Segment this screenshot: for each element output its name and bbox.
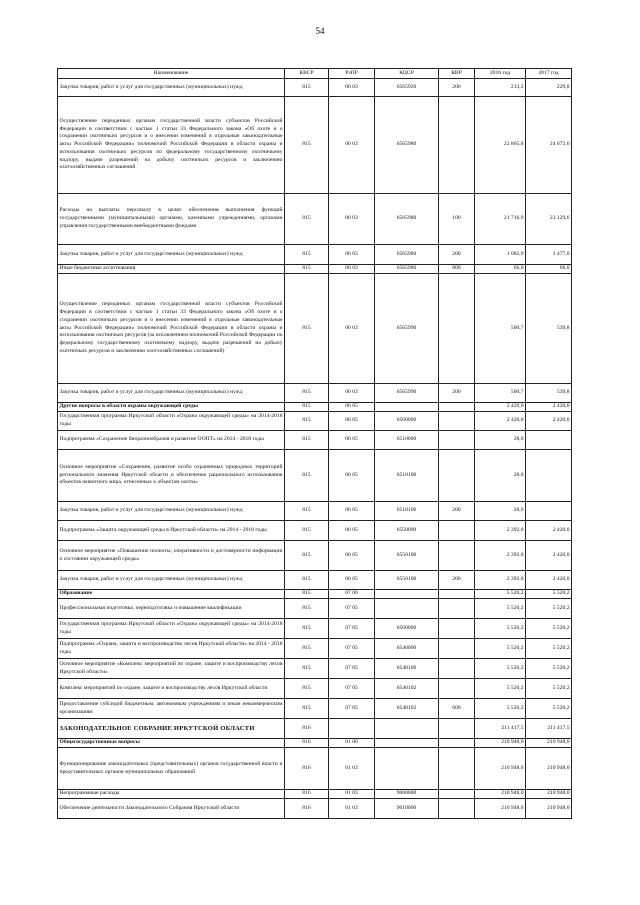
cell-kvr: 800 [439,265,475,274]
cell-2016: 5 520,2 [475,699,526,719]
cell-kvr [439,639,475,659]
cell-name: Иные бюджетные ассигнования [58,265,285,274]
cell-kvr [439,748,475,790]
cell-kvr: 600 [439,699,475,719]
cell-kcsr: 6550100 [375,571,439,590]
table-row [58,431,572,450]
cell-kcsr: 6510100 [375,450,439,502]
cell-name: Основное мероприятие «Сохранение, развитие особо охраняемых природных территорий регионального значения Иркутской области и обеспечение рационального использования объектов животного мира, отнесенных к объектам охоты» [58,450,285,502]
table-row [58,412,572,431]
cell-name: Осуществление переданных органам государственной власти субъектов Российской Федерации в соответствии с частью 1 статьи 33 Федерального закона «Об охоте и о сохранении охотничьих ресурсов и о внесении изменений в отдельные законодательные акты Российской Федерации» полномочий Российской Федерации в области охраны и использования охотничьих ресурсов (за исключением полномочий Российской Федерации по федеральному государственному охотничьему надзору, выдаче разрешений на добычу охотничьих ресурсов и заключению охотхозяйственных соглашений) [58,274,285,384]
cell-kcsr [375,590,439,599]
table-row [58,739,572,748]
cell-2017: 5 520,2 [526,619,572,639]
cell-2016: 22 865,8 [475,97,526,194]
table-row [58,245,572,265]
cell-kcsr: 6565980 [375,194,439,245]
cell-rzpr [329,719,375,739]
cell-rzpr: 06 03 [329,245,375,265]
cell-rzpr: 06 05 [329,450,375,502]
cell-kvsr: 815 [285,265,329,274]
cell-2017: 5 520,2 [526,639,572,659]
table-row [58,194,572,245]
cell-kvsr: 815 [285,245,329,265]
cell-kvsr: 815 [285,274,329,384]
cell-rzpr: 06 03 [329,194,375,245]
cell-2017: 5 520,2 [526,599,572,619]
cell-kcsr: 6510100 [375,502,439,521]
cell-2017: 5 520,2 [526,659,572,679]
cell-2016: 5 520,2 [475,619,526,639]
cell-rzpr: 01 00 [329,739,375,748]
cell-2016: 5 520,2 [475,599,526,619]
cell-2017: 1 477,0 [526,245,572,265]
cell-2017: 24 672,6 [526,97,572,194]
header-kcsr: КЦСР [375,69,439,79]
cell-kvr: 200 [439,245,475,265]
cell-kvr [439,679,475,699]
cell-kvsr: 815 [285,384,329,403]
cell-kvsr: 815 [285,679,329,699]
cell-2017: 2 420,0 [526,403,572,412]
cell-name: Осуществление переданных органам государственной власти субъектов Российской Федерации в соответствии с частью 1 статьи 33 Федерального закона «Об охоте и о сохранении охотничьих ресурсов и о внесении изменений в отдельные законодательные акты Российской Федерации» полномочий Российской Федерации в области охраны и использования охотничьих ресурсов по федеральному государственному охотничьему надзору, выдаче разрешений на добычу охотничьих ресурсов и заключению охотхозяйственных соглашений [58,97,285,194]
cell-kvr [439,590,475,599]
cell-kvsr: 815 [285,431,329,450]
cell-2016: 28,0 [475,502,526,521]
cell-name: Предоставление субсидий бюджетным, автономным учреждениям и иным некоммерческим организациям [58,699,285,719]
cell-kvsr: 815 [285,403,329,412]
cell-kcsr: 6565980 [375,245,439,265]
cell-kvr: 200 [439,502,475,521]
cell-kcsr: 6540102 [375,699,439,719]
cell-rzpr: 06 05 [329,502,375,521]
cell-2016: 500,7 [475,384,526,403]
cell-2016: 2 420,0 [475,412,526,431]
cell-kcsr: 6550100 [375,541,439,571]
cell-name: Другие вопросы в области охраны окружающей среды [58,403,285,412]
cell-kvsr: 815 [285,639,329,659]
cell-2016: 2 420,0 [475,403,526,412]
cell-kvsr: 815 [285,541,329,571]
cell-2017: 23 129,6 [526,194,572,245]
cell-kcsr: 9010000 [375,799,439,819]
cell-kvr [439,541,475,571]
cell-2016: 213,2 [475,79,526,97]
table-row [58,590,572,599]
cell-kvr [439,431,475,450]
cell-2016: 210 948,0 [475,799,526,819]
cell-kvsr: 816 [285,799,329,819]
cell-rzpr: 07 05 [329,619,375,639]
table-row [58,619,572,639]
cell-2016: 210 948,0 [475,739,526,748]
cell-name: Закупка товаров, работ и услуг для государственных (муниципальных) нужд [58,245,285,265]
cell-kcsr: 6565990 [375,274,439,384]
cell-2017 [526,450,572,502]
cell-2017: 5 520,2 [526,679,572,699]
cell-rzpr: 07 05 [329,599,375,619]
cell-name: Основное мероприятие «Повышение полноты, оперативности и достоверности информации о состоянии окружающей среды» [58,541,285,571]
cell-2016: 66,0 [475,265,526,274]
cell-rzpr: 01 03 [329,748,375,790]
cell-rzpr: 06 05 [329,521,375,541]
cell-rzpr: 07 05 [329,639,375,659]
cell-kvsr: 816 [285,790,329,799]
cell-kcsr [375,739,439,748]
table-row [58,521,572,541]
cell-kvr [439,403,475,412]
table-row [58,97,572,194]
cell-2017: 2 420,0 [526,541,572,571]
table-row [58,541,572,571]
cell-name: Закупка товаров, работ и услуг для государственных (муниципальных) нужд [58,571,285,590]
header-2016: 2016 год [475,69,526,79]
cell-kvr [439,521,475,541]
cell-2017: 539,8 [526,274,572,384]
cell-2016: 5 520,2 [475,590,526,599]
cell-kvsr: 815 [285,502,329,521]
cell-kvsr: 816 [285,719,329,739]
header-name: Наименование [58,69,285,79]
cell-name: Расходы на выплаты персоналу в целях обеспечения выполнения функций государственными (муниципальными) органами, казенными учреждениями, органами управления государственными внебюджетными фондами [58,194,285,245]
cell-rzpr: 07 00 [329,590,375,599]
cell-rzpr: 07 05 [329,679,375,699]
cell-name: Функционирование законодательных (представительных) органов государственной власти и представительных органов муниципальных образований [58,748,285,790]
cell-rzpr: 06 03 [329,79,375,97]
cell-2017: 210 948,0 [526,748,572,790]
cell-2016: 210 948,0 [475,790,526,799]
cell-name: Профессиональная подготовка, переподготовка и повышение квалификации [58,599,285,619]
cell-kcsr: 6540102 [375,679,439,699]
cell-kvr [439,799,475,819]
cell-rzpr: 06 05 [329,412,375,431]
table-row [58,502,572,521]
cell-kcsr: 6500000 [375,619,439,639]
cell-kvr [439,450,475,502]
cell-2017: 210 948,0 [526,799,572,819]
cell-kvr: 200 [439,571,475,590]
cell-kvsr: 816 [285,748,329,790]
cell-name: Основное мероприятие «Комплекс мероприятий по охране, защите и воспроизводству лесов Иркутской области» [58,659,285,679]
cell-2017: 210 948,0 [526,739,572,748]
cell-kcsr: 6565980 [375,97,439,194]
cell-name: Закупка товаров, работ и услуг для государственных (муниципальных) нужд [58,79,285,97]
table-row [58,799,572,819]
cell-2017 [526,502,572,521]
cell-kvsr: 815 [285,97,329,194]
cell-name: Государственная программа Иркутской области «Охрана окружающей среды» на 2014-2018 годы [58,619,285,639]
cell-2017 [526,431,572,450]
cell-name: Обеспечение деятельности Законодательного Собрания Иркутской области [58,799,285,819]
cell-kcsr: 6500000 [375,412,439,431]
cell-rzpr: 06 03 [329,384,375,403]
cell-2017: 229,8 [526,79,572,97]
cell-2017: 2 420,0 [526,571,572,590]
cell-2016: 500,7 [475,274,526,384]
table-row [58,79,572,97]
cell-kvr [439,719,475,739]
cell-kvsr: 815 [285,412,329,431]
cell-rzpr: 06 05 [329,403,375,412]
table-header-row [58,69,572,79]
cell-name: Подпрограмма «Сохранение биоразнообразия и развитие ООПТ» на 2014 - 2018 годы [58,431,285,450]
cell-rzpr: 07 05 [329,659,375,679]
cell-2016: 21 716,9 [475,194,526,245]
cell-name: Подпрограмма «Охрана, защита и воспроизводство лесов Иркутской области» на 2014 - 2018 годы [58,639,285,659]
cell-kcsr: 9000000 [375,790,439,799]
table-row [58,599,572,619]
cell-kvr: 100 [439,194,475,245]
cell-kcsr: 6565980 [375,265,439,274]
table-row [58,274,572,384]
cell-2016: 28,0 [475,431,526,450]
cell-kvr [439,659,475,679]
cell-kcsr: 6565990 [375,384,439,403]
cell-kvr [439,97,475,194]
cell-2016: 210 948,0 [475,748,526,790]
cell-name: Образование [58,590,285,599]
table-row [58,699,572,719]
cell-2016: 5 520,2 [475,639,526,659]
cell-kcsr [375,748,439,790]
cell-kvr [439,412,475,431]
cell-rzpr: 01 03 [329,790,375,799]
table-row [58,639,572,659]
cell-name: Подпрограмма «Защита окружающей среды в Иркутской области» на 2014 - 2018 годы [58,521,285,541]
cell-kvsr: 815 [285,599,329,619]
table-row [58,450,572,502]
table-row [58,748,572,790]
header-kvsr: КВСР [285,69,329,79]
cell-kcsr: 6550000 [375,521,439,541]
cell-kvsr: 816 [285,739,329,748]
cell-kvr [439,619,475,639]
cell-name: Непрограммные расходы [58,790,285,799]
cell-rzpr: 06 05 [329,541,375,571]
cell-kcsr [375,719,439,739]
cell-name: Закупка товаров, работ и услуг для государственных (муниципальных) нужд [58,384,285,403]
table-row [58,384,572,403]
cell-2016: 2 392,0 [475,521,526,541]
cell-kcsr [375,599,439,619]
cell-kvr [439,599,475,619]
cell-kvr [439,790,475,799]
cell-rzpr: 06 03 [329,274,375,384]
budget-table [57,68,572,819]
cell-kvsr: 815 [285,699,329,719]
cell-2017: 66,0 [526,265,572,274]
cell-rzpr: 06 03 [329,97,375,194]
cell-name: Общегосударственные вопросы [58,739,285,748]
cell-name: Государственная программа Иркутской области «Охрана окружающей среды» на 2014-2018 годы [58,412,285,431]
cell-kcsr: 6540000 [375,639,439,659]
cell-2017: 5 520,2 [526,590,572,599]
cell-2017: 2 420,0 [526,412,572,431]
cell-rzpr: 07 05 [329,699,375,719]
cell-kvsr: 815 [285,619,329,639]
table-row [58,659,572,679]
cell-kcsr [375,403,439,412]
cell-kvsr: 815 [285,521,329,541]
cell-2016: 1 082,9 [475,245,526,265]
cell-kcsr: 6565920 [375,79,439,97]
cell-2017: 5 520,2 [526,699,572,719]
cell-2016: 28,0 [475,450,526,502]
cell-2017: 2 420,0 [526,521,572,541]
cell-kvr: 200 [439,79,475,97]
header-kvr: КВР [439,69,475,79]
cell-name: Комплекс мероприятий по охране, защите и воспроизводству лесов Иркутской области [58,679,285,699]
cell-name: Закупка товаров, работ и услуг для государственных (муниципальных) нужд [58,502,285,521]
header-2017: 2017 год [526,69,572,79]
cell-rzpr: 06 05 [329,571,375,590]
cell-2016: 5 520,2 [475,679,526,699]
cell-kvr [439,739,475,748]
table-row [58,679,572,699]
cell-rzpr: 06 05 [329,431,375,450]
table-row [58,790,572,799]
cell-2017: 539,8 [526,384,572,403]
cell-kvsr: 815 [285,659,329,679]
table-row [58,719,572,739]
table-body [58,79,572,819]
cell-kvsr: 815 [285,571,329,590]
cell-kvsr: 815 [285,79,329,97]
header-rzpr: РзПР [329,69,375,79]
cell-kcsr: 6540100 [375,659,439,679]
cell-rzpr: 01 03 [329,799,375,819]
page-number: 54 [315,26,325,36]
cell-kvsr: 815 [285,590,329,599]
table-row [58,265,572,274]
cell-kvr: 200 [439,384,475,403]
table-row [58,571,572,590]
cell-kvsr: 815 [285,450,329,502]
table-row [58,403,572,412]
cell-2017: 211 417,5 [526,719,572,739]
cell-2016: 2 392,0 [475,541,526,571]
cell-2017: 210 948,0 [526,790,572,799]
cell-kvsr: 815 [285,194,329,245]
cell-kvr [439,274,475,384]
cell-2016: 211 417,5 [475,719,526,739]
cell-name: ЗАКОНОДАТЕЛЬНОЕ СОБРАНИЕ ИРКУТСКОЙ ОБЛАСТИ [58,719,285,739]
cell-2016: 2 392,0 [475,571,526,590]
cell-2016: 5 520,2 [475,659,526,679]
cell-rzpr: 06 03 [329,265,375,274]
cell-kcsr: 6510000 [375,431,439,450]
